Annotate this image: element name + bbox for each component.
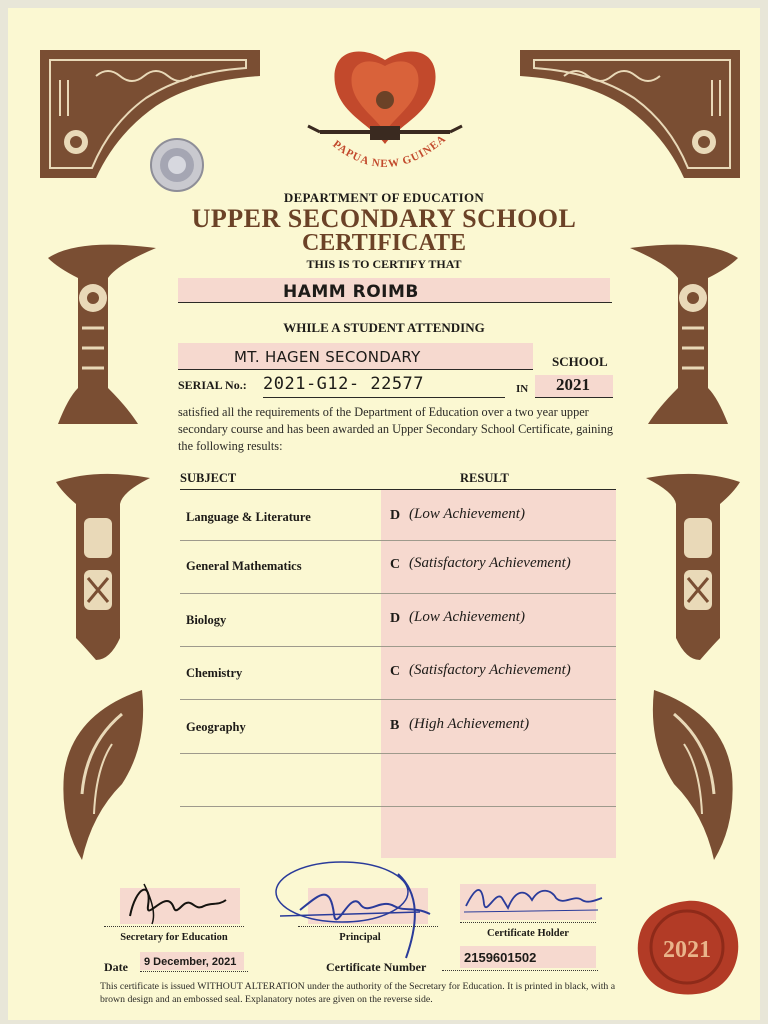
subject-name: Language & Literature	[186, 510, 311, 524]
row-divider	[180, 540, 616, 541]
subject-header: SUBJECT	[180, 471, 237, 485]
principal-label: Principal	[339, 932, 381, 943]
grade: D	[390, 508, 401, 523]
secretary-label: Secretary for Education	[120, 932, 228, 943]
certificate-page	[8, 8, 760, 1020]
row-divider	[180, 593, 616, 594]
issuance-footnote: This certificate is issued WITHOUT ALTERATION under the authority of the Secretary for Education. It is printed in black, with a brown design and an embossed seal. Explanatory notes are given on the reverse side.	[100, 981, 616, 1005]
principal-signature-line	[298, 926, 438, 927]
row-divider	[180, 753, 616, 754]
certificate-number: 2159601502	[464, 950, 537, 965]
grade: C	[390, 664, 401, 679]
school-underline	[178, 369, 533, 370]
school-label: SCHOOL	[552, 354, 608, 369]
secretary-signature-line	[104, 926, 244, 927]
png-emblem-icon	[290, 44, 480, 194]
side-ornament-right-2	[640, 468, 750, 664]
results-header-rule	[180, 489, 616, 490]
subject-name: Geography	[186, 720, 246, 734]
grade: D	[390, 611, 401, 626]
certificate-title-line2: CERTIFICATE	[301, 230, 467, 256]
attending-label: WHILE A STUDENT ATTENDING	[283, 320, 485, 335]
holder-signature-icon	[456, 876, 606, 924]
serial-number: 2021-G12- 22577	[263, 374, 425, 394]
grade-description: (Satisfactory Achievement)	[409, 555, 571, 571]
result-header: RESULT	[460, 471, 509, 485]
award-year: 2021	[556, 375, 590, 394]
hologram-seal-icon	[148, 136, 206, 194]
side-ornament-right-3	[644, 684, 744, 864]
grade-description: (Low Achievement)	[409, 506, 525, 522]
holder-label: Certificate Holder	[487, 928, 569, 939]
row-divider	[180, 646, 616, 647]
grade-description: (Low Achievement)	[409, 609, 525, 625]
principal-signature-icon	[270, 854, 440, 964]
holder-signature-line	[460, 922, 596, 923]
subject-name: General Mathematics	[186, 559, 302, 573]
subject-name: Biology	[186, 613, 227, 627]
seal-year: 2021	[663, 937, 711, 963]
school-name: MT. HAGEN SECONDARY	[234, 348, 421, 366]
row-divider	[180, 699, 616, 700]
certify-statement: THIS IS TO CERTIFY THAT	[306, 257, 462, 271]
certificate-number-label: Certificate Number	[326, 960, 427, 974]
grade-description: (Satisfactory Achievement)	[409, 662, 571, 678]
corner-ornament-top-right	[516, 46, 744, 182]
serial-label: SERIAL No.:	[178, 378, 247, 392]
date-line	[140, 971, 248, 972]
student-name: HAMM ROIMB	[283, 282, 419, 302]
issue-date: 9 December, 2021	[144, 956, 237, 968]
wax-seal-icon	[632, 897, 742, 997]
requirements-statement: satisfied all the requirements of the Department of Education over a two year upper secondary course and has been awarded an Upper Secondary School Certificate, gaining the following results:	[178, 405, 614, 453]
date-label: Date	[104, 960, 128, 974]
name-underline	[178, 302, 612, 303]
serial-underline	[263, 397, 505, 398]
row-divider	[180, 806, 616, 807]
side-ornament-left-3	[52, 684, 152, 864]
department-heading: DEPARTMENT OF EDUCATION	[283, 190, 485, 205]
grade: C	[390, 557, 401, 572]
side-ornament-left-2	[46, 468, 156, 664]
grade: B	[390, 718, 400, 733]
in-label: IN	[516, 383, 529, 395]
grade-description: (High Achievement)	[409, 716, 530, 732]
certificate-number-line	[442, 970, 598, 971]
year-underline	[535, 397, 613, 398]
emblem-arc-text: PAPUA NEW GUINEA	[330, 132, 449, 171]
secretary-signature-icon	[122, 876, 232, 928]
subject-name: Chemistry	[186, 666, 243, 680]
certificate-title-line1: UPPER SECONDARY SCHOOL	[191, 204, 577, 233]
